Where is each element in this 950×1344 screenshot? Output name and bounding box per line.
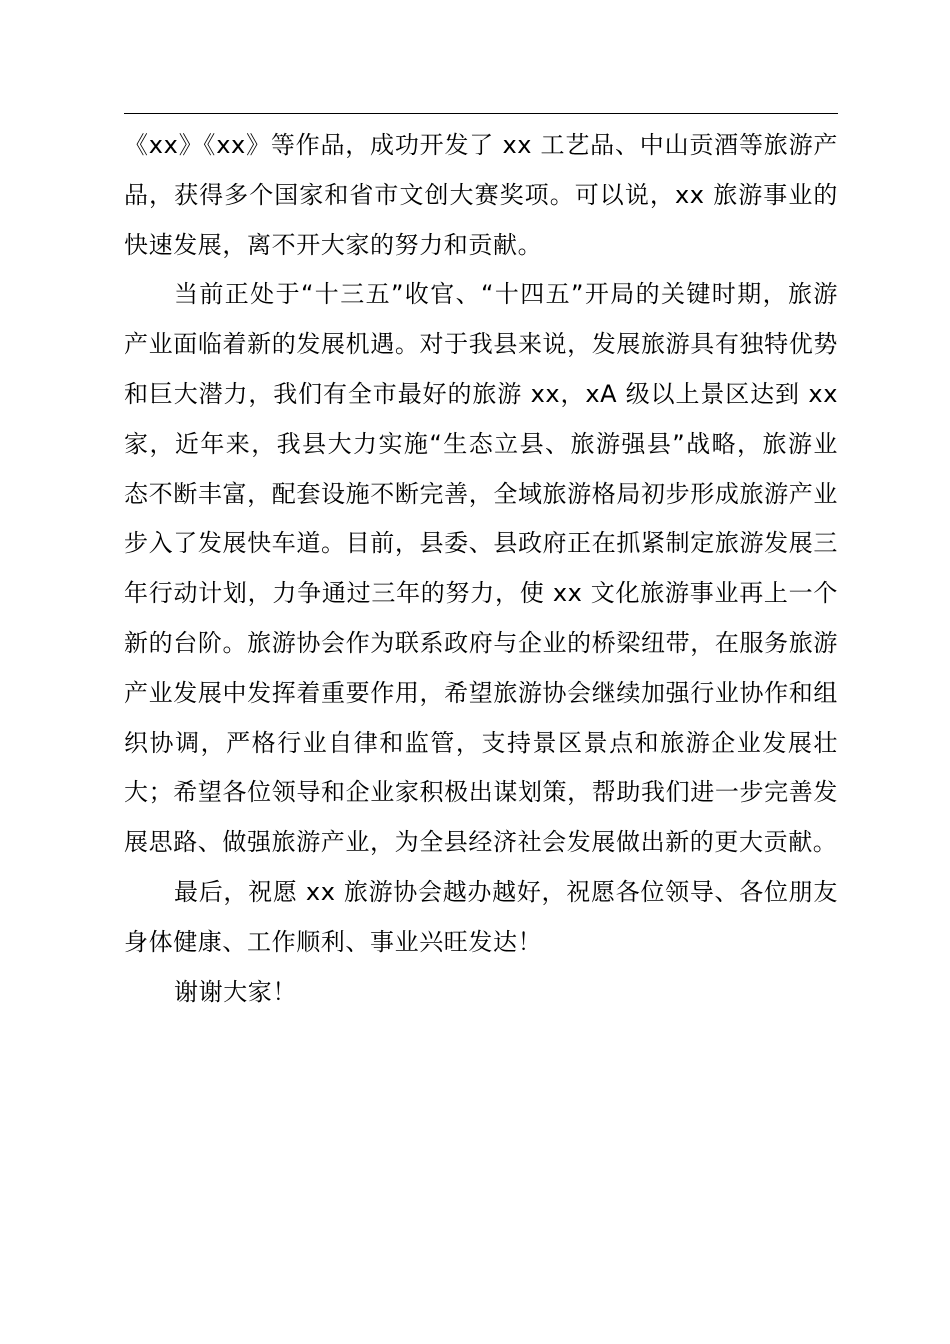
document-body	[124, 121, 838, 1017]
paragraph-thanks: 谢谢大家！	[174, 977, 297, 1006]
paragraph-continuation: 《xx》《xx》等作品，成功开发了 xx 工艺品、中山贡酒等旅游产品，获得多个国家和省市文创大赛奖项。可以说，xx 旅游事业的快速发展，离不开大家的努力和贡献。	[124, 131, 838, 259]
header-rule	[124, 113, 838, 114]
paragraph-development-opportunity: 当前正处于“十三五”收官、“十四五”开局的关键时期，旅游产业面临着新的发展机遇。对于我县来说，发展旅游具有独特优势和巨大潜力，我们有全市最好的旅游 xx，xA 级以上景区达到 xx 家，近年来，我县大力实施“生态立县、旅游强县”战略，旅游业态不断丰富，配套设施不断完善，全域旅游格局初步形成旅游产业步入了发展快车道。目前，县委、县政府正在抓紧制定旅游发展三年行动计划，力争通过三年的努力，使 xx 文化旅游事业再上一个新的台阶。旅游协会作为联系政府与企业的桥梁纽带，在服务旅游产业发展中发挥着重要作用，希望旅游协会继续加强行业协作和组织协调，严格行业自律和监管，支持景区景点和旅游企业发展壮大；希望各位领导和企业家积极出谋划策，帮助我们进一步完善发展思路、做强旅游产业，为全县经济社会发展做出新的更大贡献。	[124, 280, 838, 857]
paragraph-closing-wishes: 最后，祝愿 xx 旅游协会越办越好，祝愿各位领导、各位朋友身体健康、工作顺利、事业兴旺发达！	[124, 877, 838, 956]
